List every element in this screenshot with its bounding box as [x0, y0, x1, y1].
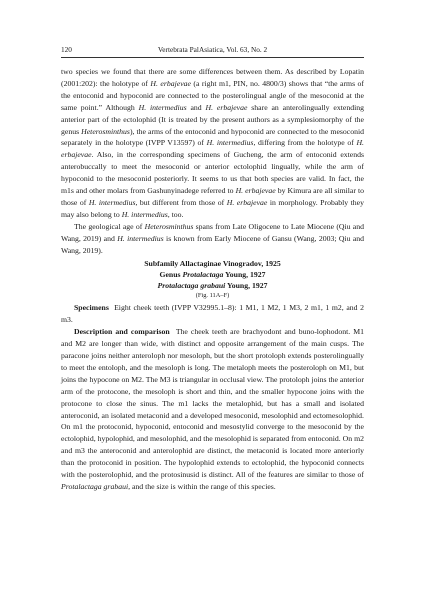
paragraph-geological-age: The geological age of Heterosminthus spans from Late Oligocene to Late Miocene (Qiu and Wang, 2019) and H. intermedius is known from Early Miocene of Gansu (Wang, 2003; Qiu and Wang, 2019). — [61, 221, 365, 255]
body-text — [61, 66, 364, 493]
paragraph-comparison: two species we found that there are some differences between them. As described by Lopatin (2001:202): the holotype of H. erbajevae (a right m1, PIN, no. 4800/3) shows that “the arms of the entoconid and hypoconid are connected to the posterolingual angle of the mesoconid at the same point.” Although H. intermedius and H. erbajevae share an anterolingually extending anterior part of the ectolophid (It is treated by the present authors as a symplesiomorphy of the genus Heterosminthus), the arms of the entoconid and hypoconid are connected to the mesoconid separately in the holotype (IVPP V13597) of H. intermedius, differing from the holotype of H. erbajevae. Also, in the corresponding specimens of Gucheng, the arm of entoconid extends anterobuccally to meet the mesoconid or anterior ectolophid lingually, while the arm of hypoconid to the mesoconid posteriorly. It seems to us that both species are valid. In fact, the m1s and other molars from Gashunyinadege referred to H. erbajevae by Kimura are all similar to those of H. intermedius, but different from those of H. erbajevae in morphology. Probably they may also belong to H. intermedius, too. — [61, 67, 365, 219]
specimens-text: Eight cheek teeth (IVPP V32995.1–8): 1 M1, 1 M2, 1 M3, 2 m1, 1 m2, and 2 m3. — [61, 303, 365, 325]
header-rule — [61, 57, 364, 58]
page-number: 120 — [61, 45, 72, 54]
description-text: The cheek teeth are brachyodont and buno-lophodont. M1 and M2 are longer than wide, with distinct and opposite arrangement of the main cusps. The paracone joins neither anteroloph nor mesoloph, but the short protoloph extends posterolingually to meet the entoloph, and the mesoloph is long. The metaloph meets the posteroloph on M1, but joins the hypocone on M2. The M3 is triangular in occlusal view. The protoloph joins the anterior arm of the protocone, the mesoloph is short and thin, and the smaller hypocone joins with the protocone to close the sinus. The m1 lacks the metalophid, but has a small and isolated anteroconid, an isolated metaconid and a developed mesoconid, mesolophid and ectomesolophid. On m1 the protoconid, hypoconid, entoconid and mesostylid converge to the mesoconid by the ectolophid, hypolophid, and mesolophid, and the mesolophid is separated from entoconid. On m2 and m3 the anteroconid and anterolophid are distinct, the metaconid is located more anteriorly than the protoconid in position. The hypolophid extends to ectolophid, the hypoconid connects with the posterolophid, and the protosinusid is distinct. All of the features are similar to those of Protalactaga grabaui, and the size is within the range of this species. — [61, 327, 365, 491]
journal-title: Vertebrata PalAsiatica, Vol. 63, No. 2 — [157, 45, 268, 54]
subfamily-heading: Subfamily Allactaginae Vinogradov, 1925 — [144, 258, 281, 268]
genus-heading: Genus Protalactaga Young, 1927 — [159, 269, 266, 279]
species-heading: Protalactaga grabaui Young, 1927 — [157, 281, 268, 291]
description-paragraph — [61, 326, 364, 493]
specimens-paragraph — [61, 302, 364, 326]
figure-reference: (Fig. 11A–F) — [195, 292, 230, 300]
specimens-label: Specimens — [74, 303, 109, 313]
description-label: Description and comparison — [74, 327, 170, 337]
